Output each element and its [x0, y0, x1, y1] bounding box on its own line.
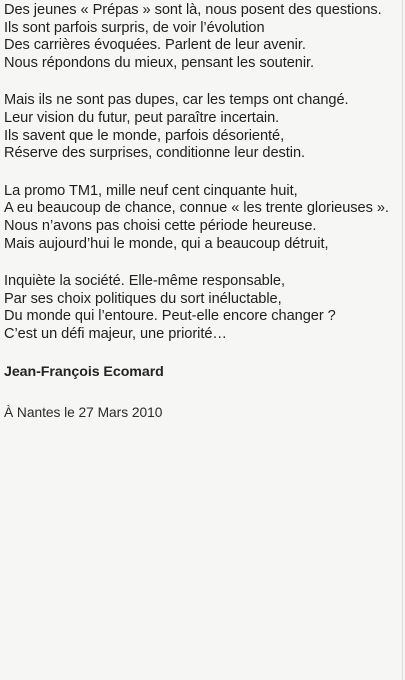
- stanza-4: [4, 273, 402, 343]
- poem-line: Mais ils ne sont pas dupes, car les temps ont changé.: [4, 92, 349, 109]
- stanza-3: [4, 183, 402, 253]
- author-name: Jean-François Ecomard: [4, 363, 164, 380]
- poem-line: La promo TM1, mille neuf cent cinquante huit,: [4, 182, 298, 199]
- poem-line: C’est un défi majeur, une priorité…: [4, 325, 227, 342]
- poem-line: Inquiète la société. Elle-même responsable,: [4, 273, 285, 290]
- poem-line: Nous n’avons pas choisi cette période heureuse.: [4, 217, 317, 234]
- stanza-1: [4, 2, 402, 72]
- poem-line: Du monde qui l’entoure. Peut-elle encore changer ?: [4, 308, 336, 325]
- poem-line: Réserve des surprises, conditionne leur destin.: [4, 145, 306, 162]
- date-line: À Nantes le 27 Mars 2010: [4, 404, 163, 420]
- poem-line: Par ses choix politiques du sort inéluctable,: [4, 290, 282, 307]
- poem-line: A eu beaucoup de chance, connue « les trente glorieuses ».: [4, 200, 389, 217]
- poem-line: Leur vision du futur, peut paraître incertain.: [4, 109, 280, 126]
- stanza-2: [4, 92, 402, 162]
- poem-line: Mais aujourd’hui le monde, qui a beaucoup détruit,: [4, 235, 329, 252]
- poem-line: Ils savent que le monde, parfois désorienté,: [4, 127, 285, 144]
- poem-line: Ils sont parfois surpris, de voir l’évolution: [4, 19, 265, 36]
- poem-document: [4, 2, 402, 421]
- poem-line: Des carrières évoquées. Parlent de leur avenir.: [4, 37, 306, 54]
- poem-line: Nous répondons du mieux, pensant les soutenir.: [4, 54, 315, 71]
- poem-line: Des jeunes « Prépas » sont là, nous posent des questions.: [4, 2, 382, 18]
